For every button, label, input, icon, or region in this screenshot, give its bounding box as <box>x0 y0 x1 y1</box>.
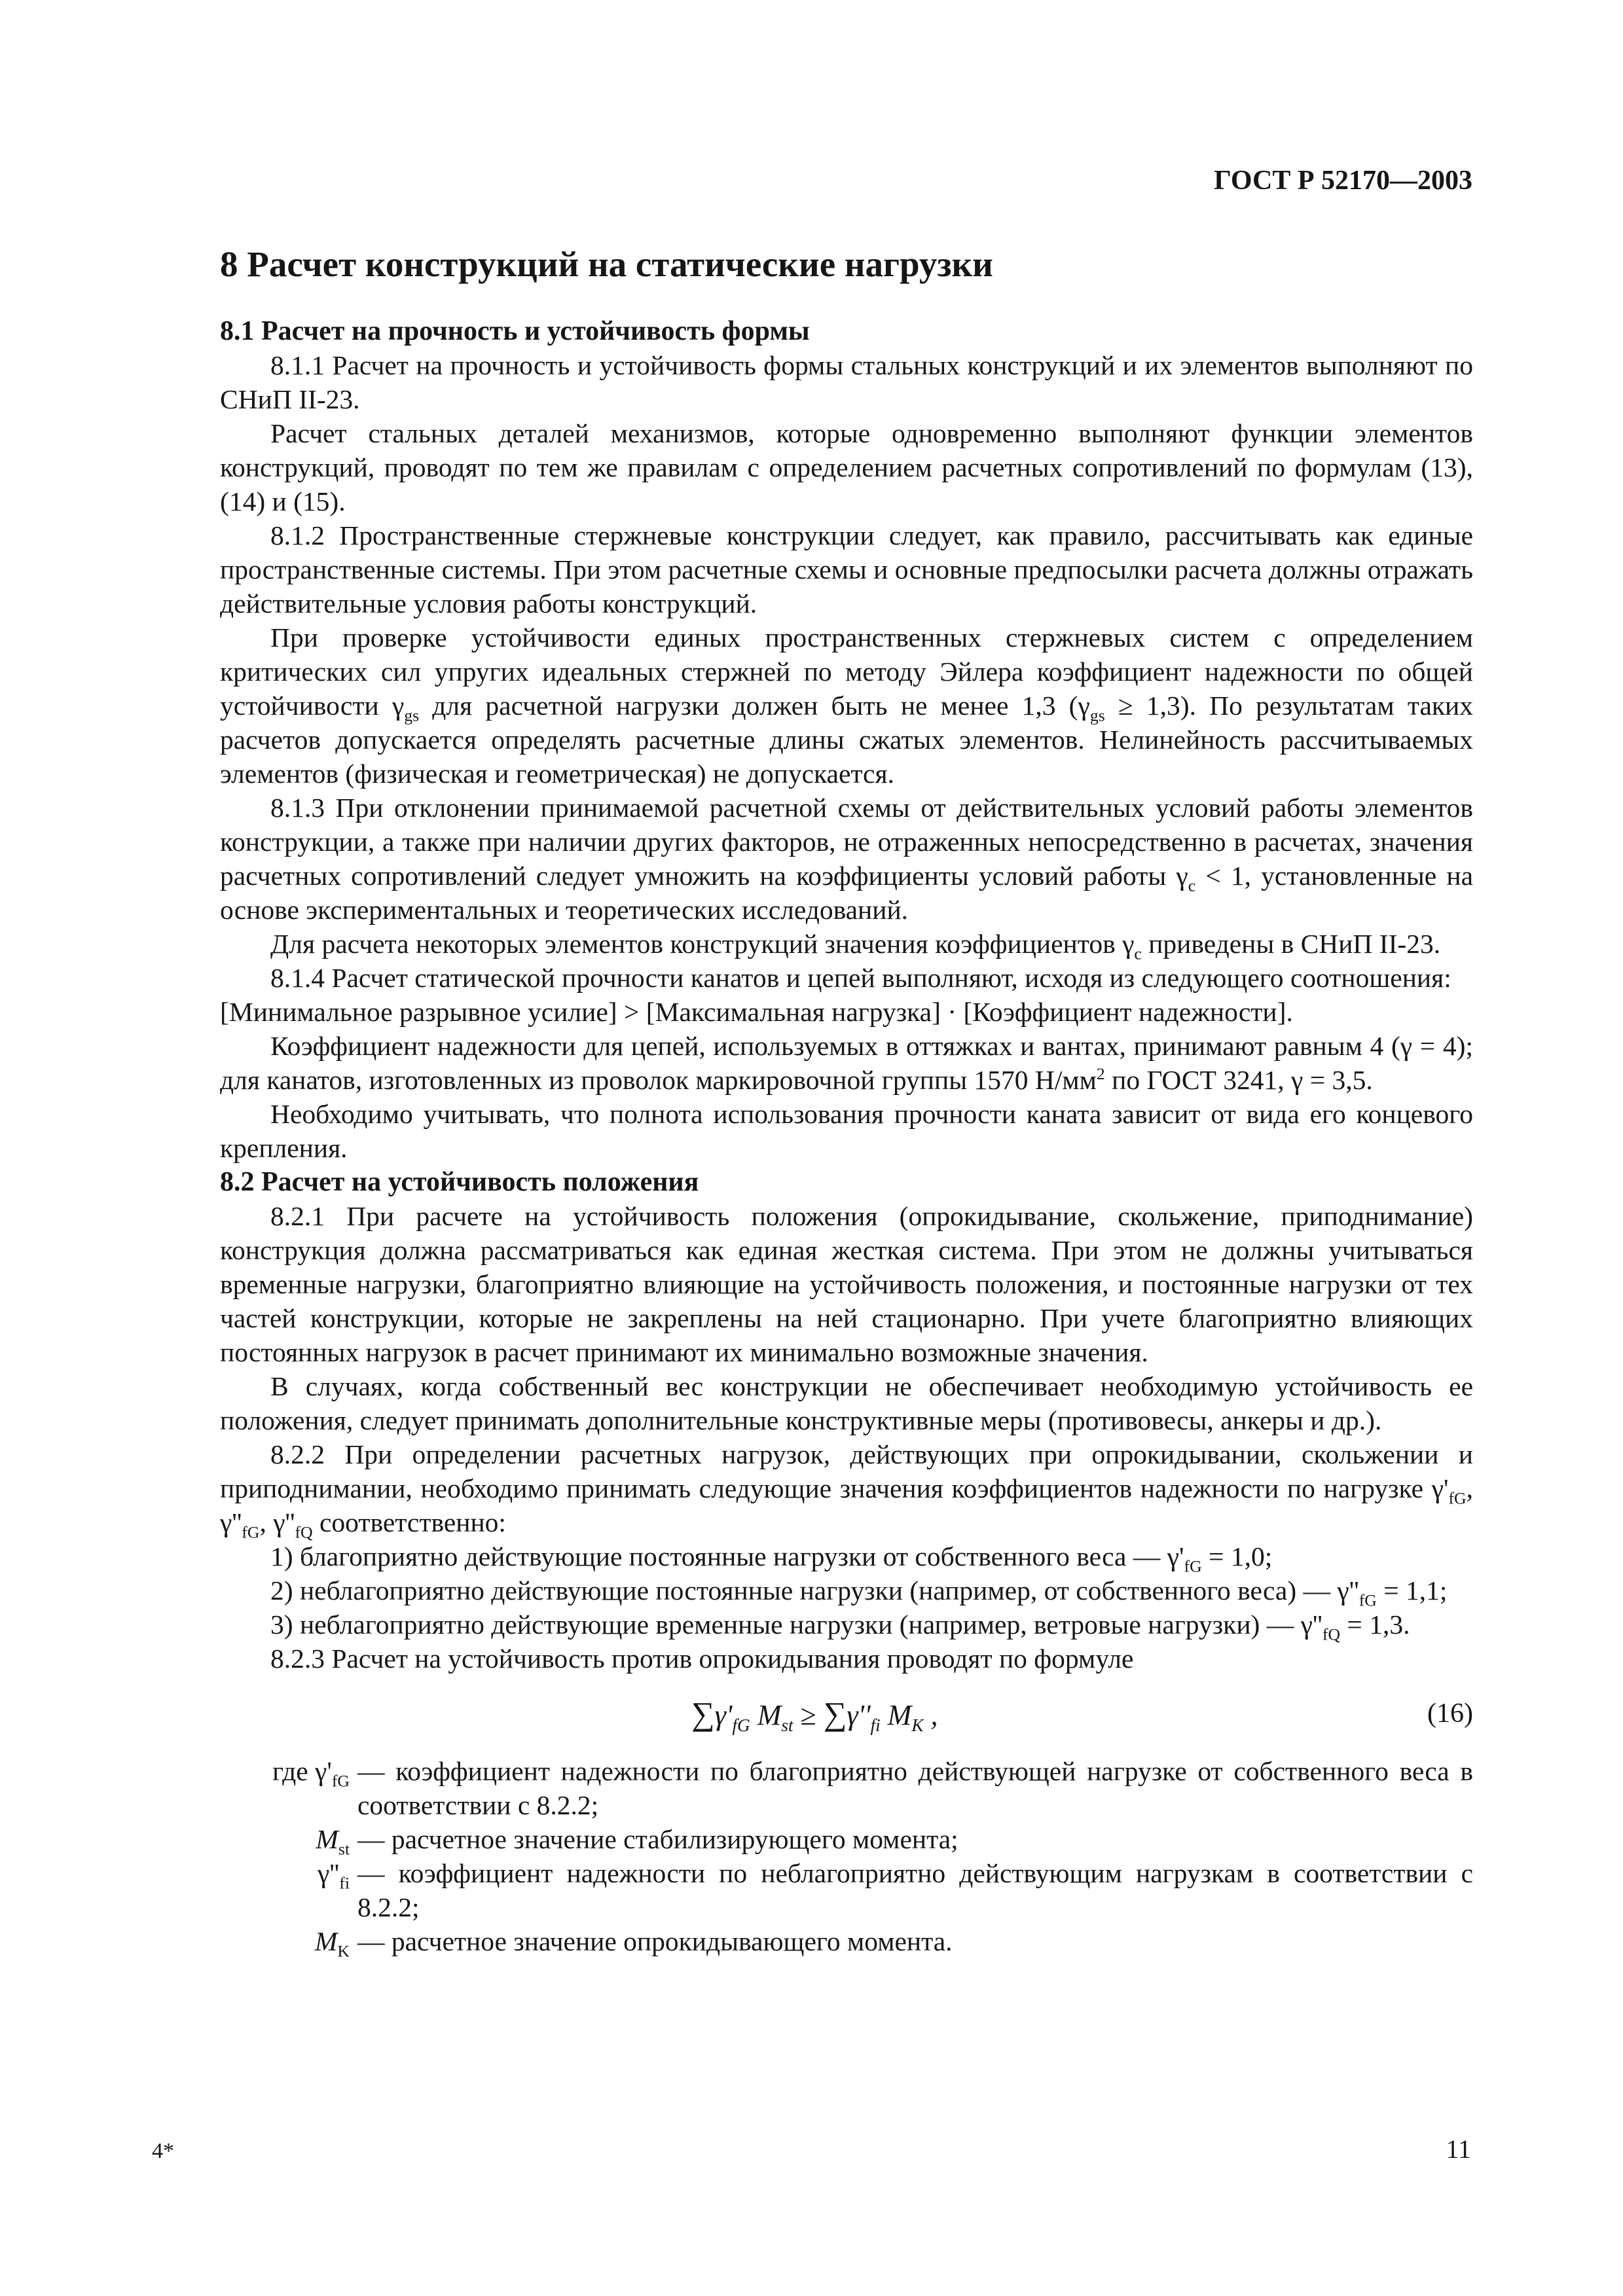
subsection-title-8-1: 8.1 Расчет на прочность и устойчивость формы <box>220 316 810 346</box>
legend-symbol-gamma-double-prime-fi: $\gamma''_{fi}$ <box>317 1858 350 1893</box>
paragraph-reliability-coefficient: Коэффициент надежности для цепей, используемых в оттяжках и вантах, принимают равным 4 (γ = 4); для канатов, изготовленных из проволок маркировочной группы 1570 $Н/мм^2$ по ГОСТ 3241, γ = 3,5. <box>220 1031 1473 1095</box>
paragraph-8-1-3: 8.1.3 При отклонении принимаемой расчетной схемы от действительных условий работы элементов конструкции, а также при наличии других факторов, не отраженных непосредственно в расчетах, значения расчетных сопротивлений следует умножить на коэффициенты условий работы $\gamma_c < 1$, установленные на основе экспериментальных и теоретических исследований. <box>220 793 1474 925</box>
document-code-header: ГОСТ Р 52170—2003 <box>1214 166 1472 196</box>
gamma-prime-fg-symbol: $\gamma'_{fG}$ <box>1167 1541 1202 1576</box>
paragraph-8-1-1: 8.1.1 Расчет на прочность и устойчивость формы стальных конструкций и их элементов выполняют по СНиП II-23. <box>220 350 1473 414</box>
gamma-c-symbol: $\gamma_c$ <box>1176 861 1196 895</box>
strength-relation: [Минимальное разрывное усилие] > [Максимальная нагрузка] · [Коэффициент надежности]. <box>220 997 1293 1027</box>
gamma-coefficients-symbols: $\gamma'_{fG}$, $\gamma''_{fG}$, $\gamma''_{fQ}$ <box>220 1473 1473 1542</box>
list-item-2: 2) неблагоприятно действующие постоянные нагрузки (например, от собственного веса) — $\gamma''_{fG} = 1,1$; <box>270 1575 1448 1610</box>
list-item-1: 1) благоприятно действующие постоянные нагрузки от собственного веса — $\gamma'_{fG} = 1,0$; <box>270 1541 1273 1576</box>
paragraph-additional-measures: В случаях, когда собственный вес конструкции не обеспечивает необходимую устойчивость ее положения, следует принимать дополнительные конструктивные меры (противовесы, анкеры и др.). <box>220 1371 1473 1435</box>
gamma-double-prime-fg-symbol: $\gamma''_{fG}$ <box>1337 1575 1377 1610</box>
list-item-3: 3) неблагоприятно действующие временные нагрузки (например, ветровые нагрузки) — $\gamma''_{fQ} = 1,3$. <box>270 1609 1410 1644</box>
legend-desc-gamma-double-prime-fi: — коэффициент надежности по неблагоприятно действующим нагрузкам в соответствии с 8.2.2; <box>357 1858 1473 1922</box>
body-text <box>220 314 1474 1961</box>
footer-sheet-mark: 4* <box>152 2139 174 2163</box>
paragraph-rope-fastening: Необходимо учитывать, что полнота использования прочности каната зависит от вида его концевого крепления. <box>220 1099 1473 1163</box>
legend-symbol-m-k: $M_K$ <box>314 1926 350 1961</box>
page-number: 11 <box>1446 2134 1471 2164</box>
gamma-gs-symbol: $\gamma_{gs}$ <box>392 691 420 725</box>
legend-desc-m-k: — расчетное значение опрокидывающего момента. <box>357 1926 953 1956</box>
legend-symbol-gamma-prime-fg: где $\gamma'_{fG}$ <box>272 1756 350 1791</box>
paragraph-8-1-4: 8.1.4 Расчет статической прочности канатов и цепей выполняют, исходя из следующего соотношения: <box>270 963 1451 993</box>
legend-symbol-m-st: $M_{st}$ <box>316 1824 350 1859</box>
paragraph-8-1-1-details: Расчет стальных деталей механизмов, которые одновременно выполняют функции элементов конструкций, проводят по тем же правилам с определением расчетных сопротивлений по формулам (13), (14) и (15). <box>220 418 1473 516</box>
paragraph-euler-check: При проверке устойчивости единых пространственных стержневых систем с определением критических сил упругих идеальных стержней по методу Эйлера коэффициент надежности по общей устойчивости $\gamma_{gs}$ для расчетной нагрузки должен быть не менее 1,3 $(\gamma_{gs} \ge 1,3)$. По результатам таких расчетов допускается определять расчетные длины сжатых элементов. Нелинейность рассчитываемых элементов (физическая и геометрическая) не допускается. <box>220 622 1473 789</box>
formula-16: $\sum\gamma'_{fG}$ $M_{st} \ge \sum\gamma''_{fi}$ $M_K$ , <box>691 1695 938 1735</box>
legend-desc-gamma-prime-fg: — коэффициент надежности по благоприятно действующей нагрузке от собственного веса в соответствии с 8.2.2; <box>357 1756 1473 1820</box>
legend-desc-m-st: — расчетное значение стабилизирующего момента; <box>357 1824 958 1854</box>
gamma-c-symbol: $\gamma_c$ <box>1122 929 1142 963</box>
paragraph-gamma-c-ref: Для расчета некоторых элементов конструкций значения коэффициентов $\gamma_c$ приведены в СНиП II-23. <box>270 929 1441 963</box>
formula-legend <box>220 1754 1473 1961</box>
gamma-double-prime-fq-symbol: $\gamma''_{fQ}$ <box>1300 1609 1341 1644</box>
formula-number: (16) <box>1427 1698 1473 1729</box>
gamma-gs-symbol: $\gamma_{gs}$ <box>1078 691 1105 725</box>
paragraph-8-1-2: 8.1.2 Пространственные стержневые конструкции следует, как правило, рассчитывать как единые пространственные системы. При этом расчетные схемы и основные предпосылки расчета должны отражать действительные условия работы конструкций. <box>220 520 1473 619</box>
formula-16-row <box>220 1687 1473 1750</box>
paragraph-8-2-3: 8.2.3 Расчет на устойчивость против опрокидывания проводят по формуле <box>270 1643 1134 1674</box>
paragraph-8-2-1: 8.2.1 При расчете на устойчивость положения (опрокидывание, скольжение, приподнимание) конструкция должна рассматриваться как единая жесткая система. При этом не должны учитываться временные нагрузки, благоприятно влияющие на устойчивость положения, и постоянные нагрузки от тех частей конструкции, которые не закреплены на ней стационарно. При учете благоприятно влияющих постоянных нагрузок в расчет принимают их минимально возможные значения. <box>220 1201 1473 1367</box>
paragraph-8-2-2: 8.2.2 При определении расчетных нагрузок, действующих при опрокидывании, скольжении и приподнимании, необходимо принимать следующие значения коэффициентов надежности по нагрузке $\gamma'_{fG}$, $\gamma''_{fG}$, $\gamma''_{fQ}$ соответственно: <box>220 1439 1473 1542</box>
section-title: 8 Расчет конструкций на статические нагрузки <box>220 244 993 284</box>
subsection-title-8-2: 8.2 Расчет на устойчивость положения <box>220 1167 699 1197</box>
